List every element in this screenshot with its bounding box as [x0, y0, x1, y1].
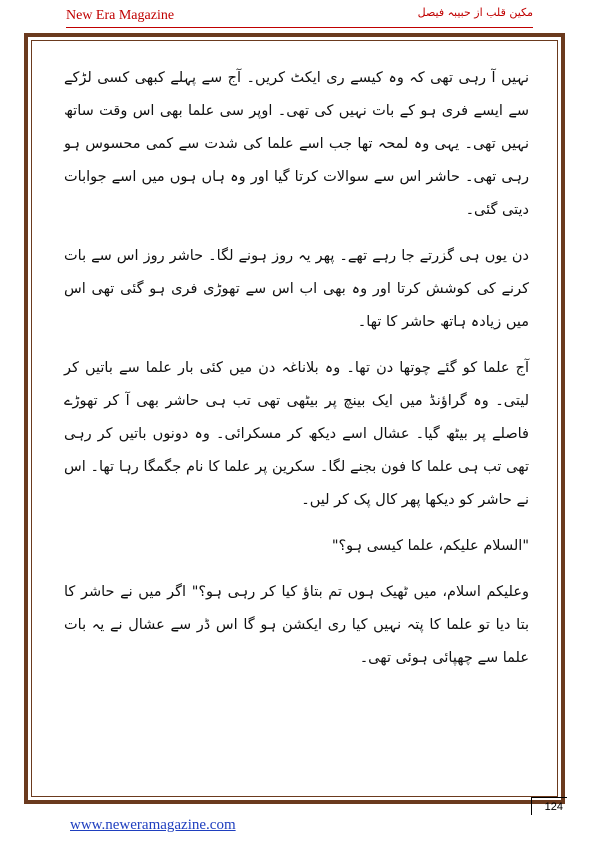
header-divider	[66, 27, 533, 28]
paragraph-3: آج علما کو گئے چوتھا دن تھا۔ وہ بلاناغہ دن میں کئی بار علما سے باتیں کر لیتی۔ وہ گراؤنڈ میں ایک بینچ پر بیٹھی تھی تب ہی حاشر بھی آ کر تھوڑے فاصلے پر بیٹھ گیا۔ عشال اسے دیکھ کر مسکرائی۔ وہ دونوں باتیں کر رہی تھی تب ہی علما کا فون بجنے لگا۔ سکرین پر علما کا نام جگمگا رہا تھا۔ اس نے حاشر کو دیکھا پھر کال پک کر لیں۔	[64, 360, 529, 508]
paragraph-4: "السلام علیکم، علما کیسی ہو؟"	[331, 538, 529, 554]
footer-website-link[interactable]: www.neweramagazine.com	[70, 817, 236, 833]
paragraph-5: وعلیکم اسلام، میں ٹھیک ہوں تم بتاؤ کیا کر رہی ہو؟" اگر میں نے حاشر کا بتا دیا تو علما کا پتہ نہیں کیا ری ایکشن ہو گا اس ڈر سے عشال نے یہ بات علما سے چھپائی ہوئی تھی۔	[64, 584, 529, 666]
paragraph-2: دن یوں ہی گزرتے جا رہے تھے۔ پھر یہ روز ہونے لگا۔ حاشر روز اس سے بات کرنے کی کوشش کرتا اور وہ بھی اب اس سے تھوڑی فری ہو گئی تھی اس میں زیادہ ہاتھ حاشر کا تھا۔	[64, 248, 529, 330]
magazine-name: New Era Magazine	[66, 8, 175, 23]
page-number: 124	[531, 797, 567, 815]
page-body	[64, 62, 529, 688]
novel-title: مکین قلب از حبیبہ فیصل	[417, 6, 533, 19]
paragraph-1: نہیں آ رہی تھی کہ وہ کیسے ری ایکٹ کریں۔ آج سے پہلے کبھی کسی لڑکے سے ایسے فری ہو کے بات نہیں کی تھی۔ اوپر سی علما بھی اس وقت ساتھ نہیں تھی۔ یہی وہ لمحہ تھا جب اسے علما کی شدت سے کمی محسوس ہو رہی تھی۔ حاشر اس سے سوالات کرتا گیا اور وہ ہاں ہوں میں اسے جوابات دیتی گئی۔	[64, 70, 529, 218]
